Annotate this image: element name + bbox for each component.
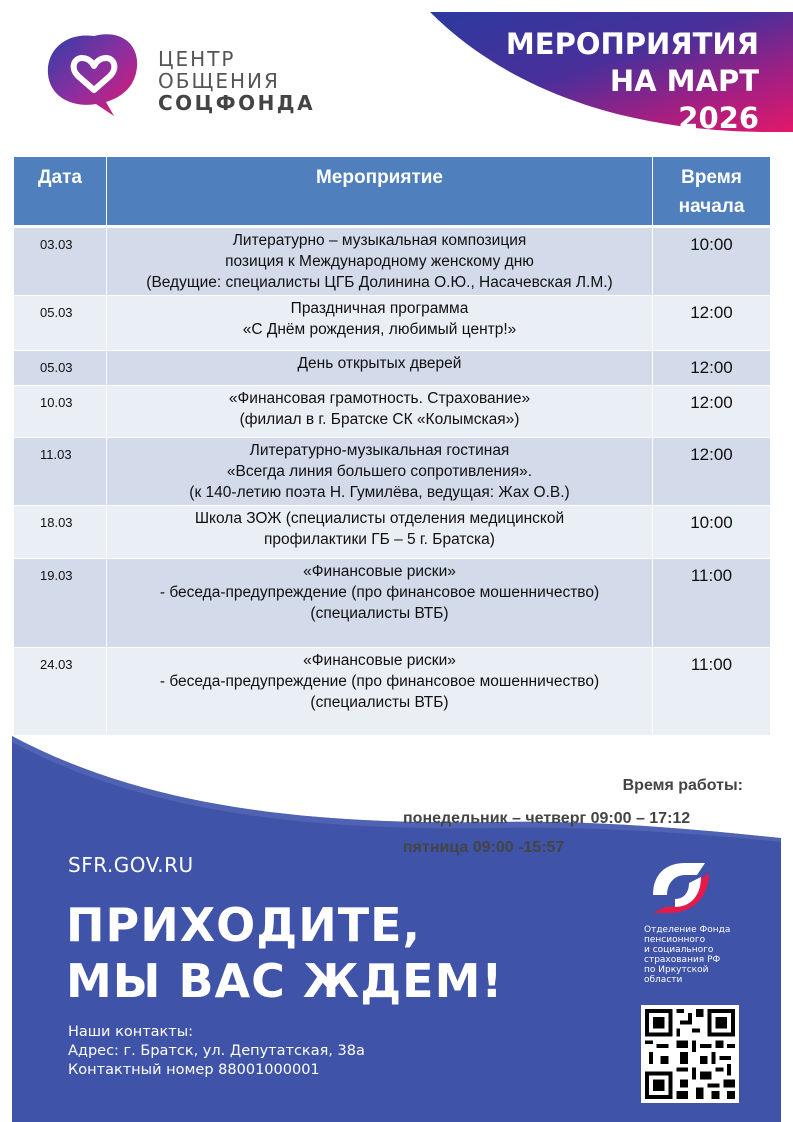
- center-logo: [44, 28, 344, 128]
- qr-code-icon: [641, 1005, 739, 1103]
- row-time: 12:00: [653, 351, 771, 386]
- row-time: 11:00: [653, 648, 771, 736]
- event-line: - беседа-предупреждение (про финансовое мошенничество): [159, 673, 600, 690]
- banner-title: [506, 26, 759, 137]
- event-line: «Финансовые риски»: [303, 652, 456, 669]
- qr-code[interactable]: [641, 1005, 739, 1103]
- logo-line-2: ОБЩЕНИЯ: [158, 69, 280, 93]
- org-line: области: [644, 975, 683, 985]
- event-line: (специалисты ВТБ): [310, 605, 449, 622]
- table-row: [14, 296, 771, 351]
- title-banner: [430, 12, 793, 135]
- event-line: профилактики ГБ – 5 г. Братска): [264, 531, 495, 548]
- contacts: [68, 1023, 365, 1080]
- row-date: 18.03: [14, 506, 107, 559]
- col-time-header-line-1: Время: [681, 167, 742, 188]
- row-event: [107, 296, 653, 351]
- org-line: и социального: [644, 945, 714, 955]
- working-hours-line: пятница 09:00 -15:57: [403, 839, 565, 856]
- col-time-header-line-2: начала: [678, 196, 745, 217]
- row-date: 05.03: [14, 296, 107, 351]
- banner-line-1: МЕРОПРИЯТИЯ: [505, 27, 759, 61]
- row-event: [107, 386, 653, 438]
- table-row: [14, 648, 771, 736]
- table-header-row: [14, 157, 771, 227]
- logo-text: [158, 48, 315, 114]
- event-line: «Финансовая грамотность. Страхование»: [228, 390, 531, 407]
- table-row: [14, 559, 771, 648]
- org-line: пенсионного: [644, 935, 706, 945]
- working-hours-title: Время работы:: [622, 777, 743, 794]
- contacts-phone: Контактный номер 88001000001: [68, 1062, 320, 1078]
- contacts-address: Адрес: г. Братск, ул. Депутатская, 38а: [68, 1043, 365, 1059]
- event-line: (Ведущие: специалисты ЦГБ Долинина О.Ю., Насачевская Л.М.): [146, 274, 613, 291]
- row-event: [107, 351, 653, 386]
- row-date: 24.03: [14, 648, 107, 736]
- row-time: 12:00: [653, 438, 771, 506]
- working-hours-line: понедельник – четверг 09:00 – 17:12: [403, 810, 691, 827]
- slogan: [66, 897, 503, 1009]
- sfr-logo-icon: [645, 855, 715, 915]
- event-line: - беседа-предупреждение (про финансовое мошенничество): [159, 584, 600, 601]
- website-link[interactable]: SFR.GOV.RU: [68, 853, 194, 877]
- event-line: (филиал в г. Братске СК «Колымская»): [239, 411, 520, 428]
- heart-chat-icon: [44, 28, 144, 118]
- row-event: [107, 559, 653, 648]
- table-row: [14, 351, 771, 386]
- banner-line-2: НА МАРТ: [609, 64, 759, 98]
- row-date: 11.03: [14, 438, 107, 506]
- event-line: «Финансовые риски»: [303, 563, 456, 580]
- slogan-line-1: ПРИХОДИТЕ,: [66, 898, 422, 952]
- row-time: 10:00: [653, 227, 771, 296]
- logo-line-1: ЦЕНТР: [158, 47, 236, 71]
- event-line: День открытых дверей: [297, 355, 462, 372]
- logo-line-3: СОЦФОНДА: [158, 91, 316, 115]
- table-row: [14, 227, 771, 296]
- org-line: страхования РФ: [644, 955, 721, 965]
- event-line: Школа ЗОЖ (специалисты отделения медицинской: [194, 510, 565, 527]
- event-line: (специалисты ВТБ): [310, 694, 449, 711]
- row-time: 12:00: [653, 386, 771, 438]
- col-time-header: [653, 157, 771, 227]
- row-time: 11:00: [653, 559, 771, 648]
- event-line: «Всегда линия большего сопротивления».: [226, 463, 533, 480]
- schedule-table: [13, 156, 771, 736]
- event-line: Литературно-музыкальная гостиная: [249, 442, 510, 459]
- banner-line-3: 2026: [678, 101, 759, 135]
- row-date: 03.03: [14, 227, 107, 296]
- event-line: Праздничная программа: [290, 300, 469, 317]
- event-line: Литературно – музыкальная композиция: [232, 232, 527, 249]
- event-line: позиция к Международному женскому дню: [225, 253, 534, 270]
- row-event: [107, 227, 653, 296]
- event-line: «С Днём рождения, любимый центр!»: [242, 321, 517, 338]
- row-date: 19.03: [14, 559, 107, 648]
- table-row: [14, 506, 771, 559]
- contacts-title: Наши контакты:: [68, 1024, 194, 1040]
- table-row: [14, 386, 771, 438]
- row-event: [107, 438, 653, 506]
- slogan-line-2: МЫ ВАС ЖДЕМ!: [66, 954, 504, 1008]
- sfr-org-name: [644, 925, 754, 985]
- row-time: 10:00: [653, 506, 771, 559]
- org-line: Отделение Фонда: [644, 925, 731, 935]
- org-line: по Иркутской: [644, 965, 709, 975]
- table-row: [14, 438, 771, 506]
- row-date: 10.03: [14, 386, 107, 438]
- row-date: 05.03: [14, 351, 107, 386]
- row-time: 12:00: [653, 296, 771, 351]
- row-event: [107, 506, 653, 559]
- row-event: [107, 648, 653, 736]
- col-event-header: Мероприятие: [107, 157, 653, 227]
- col-date-header: Дата: [14, 157, 107, 227]
- event-line: (к 140-летию поэта Н. Гумилёва, ведущая: Жах О.В.): [189, 484, 570, 501]
